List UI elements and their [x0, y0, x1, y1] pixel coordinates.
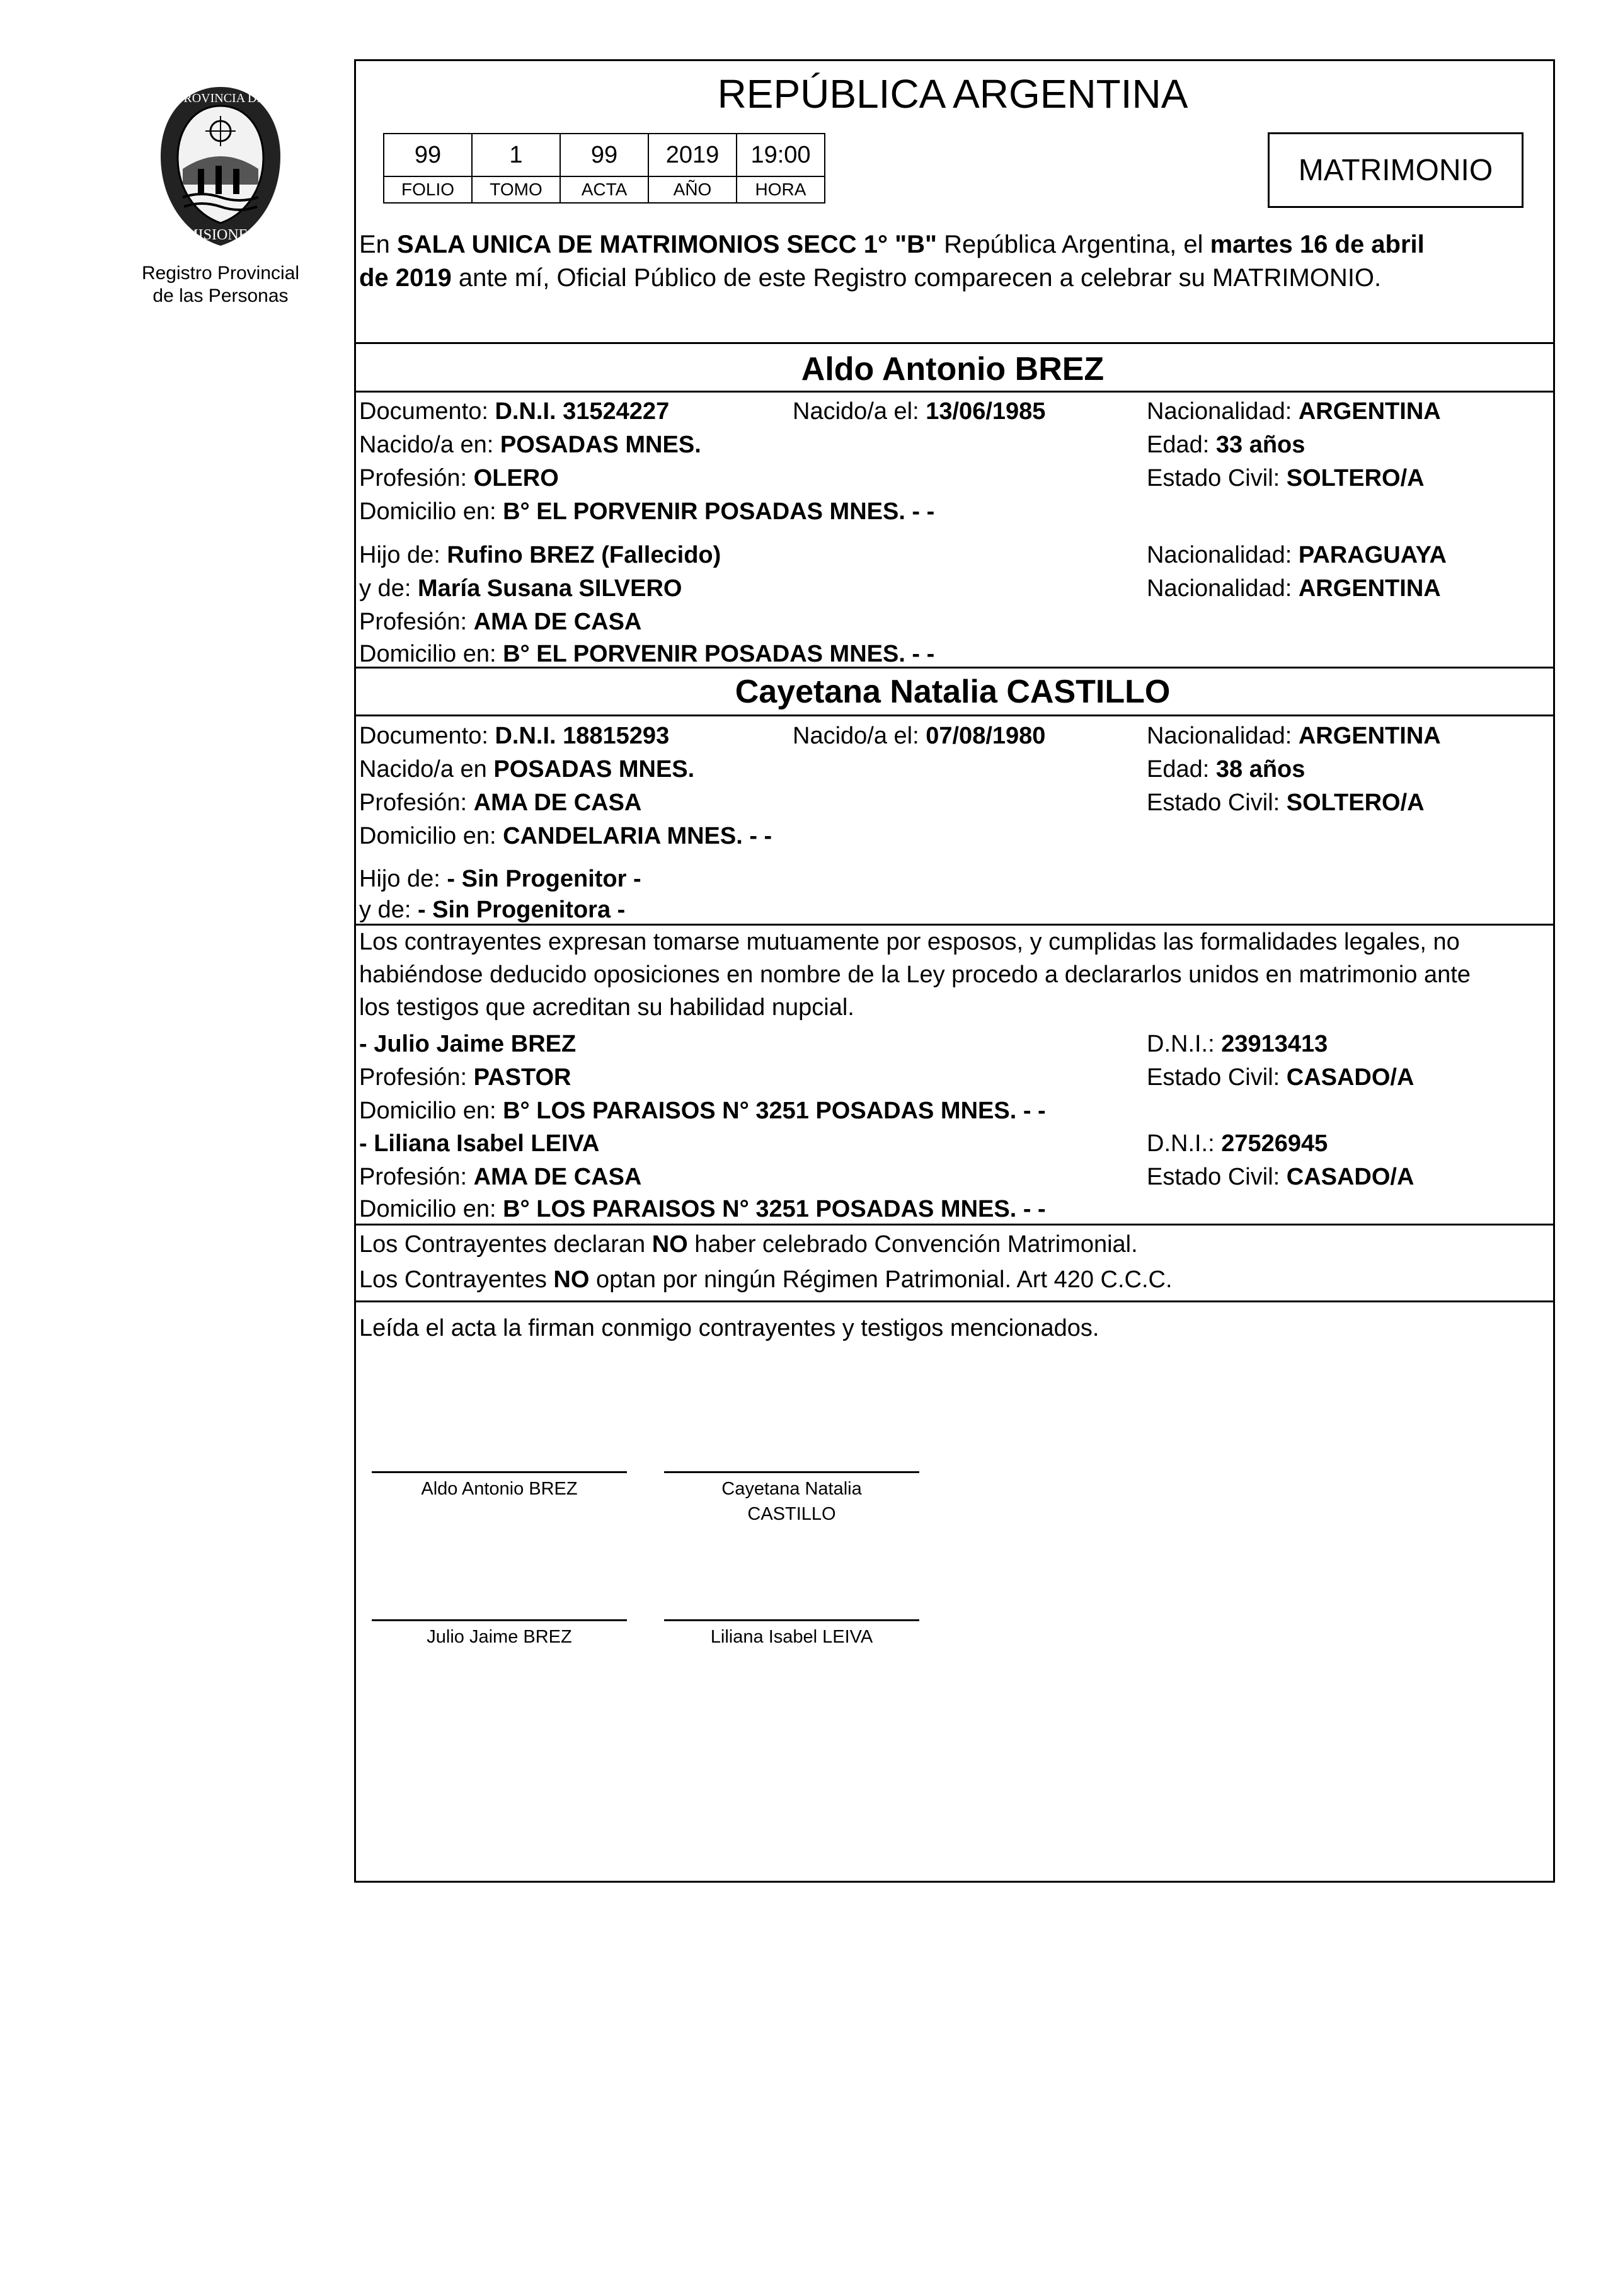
spouse1-birthplace: Nacido/a en: POSADAS MNES. — [359, 432, 701, 458]
spouse1-birthdate: Nacido/a el: 13/06/1985 — [793, 398, 1046, 425]
tomo-value: 1 — [472, 134, 560, 176]
spouse1-address: Domicilio en: B° EL PORVENIR POSADAS MNES. - - — [359, 498, 935, 525]
spouse2-father: Hijo de: - Sin Progenitor - — [359, 866, 641, 892]
ceremony-place: SALA UNICA DE MATRIMONIOS SECC 1° "B" — [397, 231, 937, 258]
spouse2-birthplace: Nacido/a en POSADAS MNES. — [359, 756, 695, 783]
signature-line — [664, 1471, 919, 1473]
convention-statement: Los Contrayentes declaran NO haber celebrado Convención Matrimonial. — [359, 1231, 1138, 1258]
registry-name-line1: Registro Provincial — [141, 263, 300, 284]
spouse2-address: Domicilio en: CANDELARIA MNES. - - — [359, 823, 772, 849]
seal-top-text: PROVINCIA DE — [176, 91, 265, 105]
declaration-line3: los testigos que acreditan su habilidad nupcial. — [359, 994, 854, 1021]
signature-name-spouse2-line1: Cayetana Natalia — [721, 1479, 862, 1499]
spouse2-nationality: Nacionalidad: ARGENTINA — [1147, 723, 1441, 749]
spouse1-parents-address: Domicilio en: B° EL PORVENIR POSADAS MNES. - - — [359, 641, 935, 667]
signature-name-spouse1: Aldo Antonio BREZ — [421, 1479, 578, 1499]
divider — [354, 1224, 1553, 1225]
witness1-name: - Julio Jaime BREZ — [359, 1031, 577, 1057]
witness2-profession: Profesión: AMA DE CASA — [359, 1164, 642, 1190]
declaration-line1: Los contrayentes expresan tomarse mutuamente por esposos, y cumplidas las formalidades legales, no — [359, 929, 1460, 955]
signature-line — [664, 1619, 919, 1621]
signature-name-spouse2 — [664, 1476, 919, 1527]
registry-data-table — [383, 133, 825, 204]
signature-line — [372, 1471, 627, 1473]
witness1-address: Domicilio en: B° LOS PARAISOS N° 3251 POSADAS MNES. - - — [359, 1098, 1046, 1124]
spouse1-mother-profession: Profesión: AMA DE CASA — [359, 609, 642, 635]
divider — [354, 342, 1553, 344]
seal-bottom-text: MISIONES — [185, 227, 256, 243]
signature-name-witness2: Liliana Isabel LEIVA — [710, 1627, 873, 1647]
spouse2-birthdate: Nacido/a el: 07/08/1980 — [793, 723, 1046, 749]
signature-name-witness1: Julio Jaime BREZ — [427, 1627, 572, 1647]
document-title: REPÚBLICA ARGENTINA — [717, 71, 1188, 117]
acta-label: ACTA — [560, 176, 648, 203]
spouse1-mother-nationality: Nacionalidad: ARGENTINA — [1147, 575, 1441, 602]
intro-text-b: República Argentina, el — [936, 231, 1210, 258]
registry-logo — [126, 81, 315, 307]
registry-name-line2: de las Personas — [152, 285, 289, 306]
spouse2-mother: y de: - Sin Progenitora - — [359, 897, 626, 923]
witness2-civil-status: Estado Civil: CASADO/A — [1147, 1164, 1415, 1190]
spouse1-age: Edad: 33 años — [1147, 432, 1305, 458]
divider — [354, 1300, 1553, 1302]
spouse1-nationality: Nacionalidad: ARGENTINA — [1147, 398, 1441, 425]
folio-label: FOLIO — [384, 176, 472, 203]
patrimonial-regime-statement: Los Contrayentes NO optan por ningún Régimen Patrimonial. Art 420 C.C.C. — [359, 1266, 1173, 1293]
witness1-dni: D.N.I.: 23913413 — [1147, 1031, 1328, 1057]
anio-label: AÑO — [648, 176, 737, 203]
anio-value: 2019 — [648, 134, 737, 176]
signature-name-spouse2-line2: CASTILLO — [747, 1504, 836, 1524]
spouse1-mother: y de: María Susana SILVERO — [359, 575, 682, 602]
spouse1-document: Documento: D.N.I. 31524227 — [359, 398, 670, 425]
spouse1-civil-status: Estado Civil: SOLTERO/A — [1147, 465, 1425, 491]
spouse2-document: Documento: D.N.I. 18815293 — [359, 723, 670, 749]
intro-text-a: En — [359, 231, 398, 258]
hora-label: HORA — [737, 176, 825, 203]
divider — [354, 667, 1553, 669]
intro-text-c: ante mí, Oficial Público de este Registro comparecen a celebrar su MATRIMONIO. — [451, 264, 1382, 292]
spouse2-civil-status: Estado Civil: SOLTERO/A — [1147, 789, 1425, 816]
misiones-seal-icon — [145, 81, 296, 257]
spouse2-age: Edad: 38 años — [1147, 756, 1305, 783]
signature-line — [372, 1619, 627, 1621]
acta-value: 99 — [560, 134, 648, 176]
spouse2-profession: Profesión: AMA DE CASA — [359, 789, 642, 816]
ceremony-date-a: martes 16 de abril — [1210, 231, 1425, 258]
witness2-address: Domicilio en: B° LOS PARAISOS N° 3251 POSADAS MNES. - - — [359, 1196, 1046, 1222]
tomo-label: TOMO — [472, 176, 560, 203]
hora-value: 19:00 — [737, 134, 825, 176]
closing-statement: Leída el acta la firman conmigo contrayentes y testigos mencionados. — [359, 1315, 1099, 1341]
spouse1-father-nationality: Nacionalidad: PARAGUAYA — [1147, 542, 1447, 568]
divider — [354, 924, 1553, 926]
document-type: MATRIMONIO — [1298, 153, 1493, 187]
declaration-line2: habiéndose deducido oposiciones en nombre de la Ley procedo a declararlos unidos en matrimonio ante — [359, 961, 1471, 988]
witness1-profession: Profesión: PASTOR — [359, 1064, 571, 1091]
witness2-dni: D.N.I.: 27526945 — [1147, 1130, 1328, 1157]
divider — [354, 715, 1553, 716]
ceremony-date-b: de 2019 — [359, 264, 452, 292]
registry-name — [126, 262, 315, 307]
witness2-name: - Liliana Isabel LEIVA — [359, 1130, 600, 1157]
spouse1-name: Aldo Antonio BREZ — [801, 351, 1105, 387]
spouse1-profession: Profesión: OLERO — [359, 465, 559, 491]
intro-line2 — [359, 263, 1381, 292]
document-type-box — [1268, 132, 1524, 208]
spouse1-father: Hijo de: Rufino BREZ (Fallecido) — [359, 542, 721, 568]
intro-line1 — [359, 230, 1425, 259]
folio-value: 99 — [384, 134, 472, 176]
divider — [354, 391, 1553, 393]
spouse2-name: Cayetana Natalia CASTILLO — [735, 674, 1171, 710]
witness1-civil-status: Estado Civil: CASADO/A — [1147, 1064, 1415, 1091]
